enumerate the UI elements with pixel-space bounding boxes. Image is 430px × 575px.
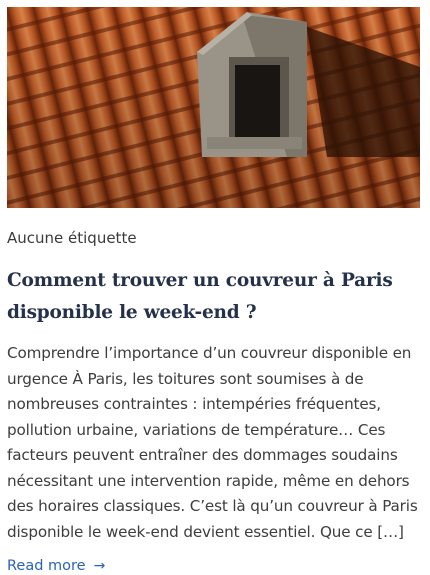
post-thumbnail[interactable]: [7, 7, 420, 208]
post-title[interactable]: Comment trouver un couvreur à Paris disponible le week-end ?: [7, 270, 393, 323]
read-more-label: Read more: [7, 558, 86, 574]
post-tag[interactable]: Aucune étiquette: [7, 229, 137, 247]
post-card: [7, 7, 420, 575]
arrow-right-icon: →: [93, 558, 106, 574]
roof-image: [7, 7, 420, 208]
post-excerpt: Comprendre l’importance d’un couvreur disponible en urgence À Paris, les toitures sont soumises à de nombreuses contraintes : intempéries fréquentes, pollution urbaine, variations de température… Ces facteurs peuvent entraîner des dommages soudains nécessitant une intervention rapide, même en dehors des horaires classiques. C’est là qu’un couvreur à Paris disponible le week-end devient essentiel. Que ce […]: [7, 344, 418, 541]
